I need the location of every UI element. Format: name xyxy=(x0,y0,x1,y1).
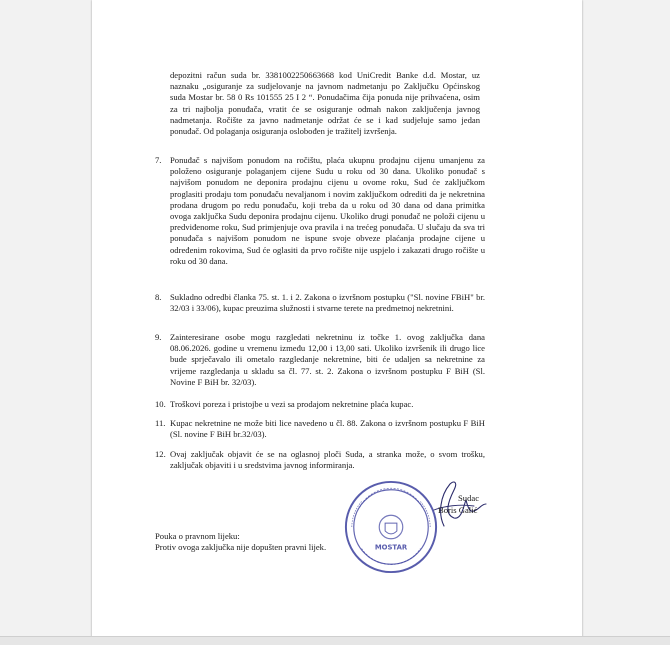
item-text: Kupac nekretnine ne može biti lice navedeno u čl. 88. Zakona o izvršnom postupku F BiH (Sl. novine F BiH br.32/03). xyxy=(170,418,485,440)
judge-name: Boris Galić xyxy=(438,505,478,515)
legal-remedy-notice xyxy=(155,531,355,553)
item-text: Sukladno odredbi članka 75. st. 1. i 2. Zakona o izvršnom postupku ("Sl. novine FBiH" br. 32/03 i 33/06), kupac preuzima služnosti i stvarne terete na predmetnoj nekretnini. xyxy=(170,292,485,314)
list-item xyxy=(155,332,485,392)
judge-title: Sudac xyxy=(458,493,480,503)
handwritten-signature xyxy=(414,474,494,534)
item-number: 8. xyxy=(155,292,162,302)
item-text: Zainteresirane osobe mogu razgledati nekretninu iz točke 1. ovog zaključka dana 08.06.2026. godine u vremenu između 12,00 i 13,00 sati. Ukoliko izvršenik ili drugo lice bude sprječavalo ili ometalo razgledanje nekretnine, biti će udaljen sa nekretnine za vrijeme razgledanja u skladu sa čl. 77. st. 2. Zakona o izvršnom postupku F BiH (Sl. Novine F BiH br. 32/03). xyxy=(170,332,485,387)
item-number: 12. xyxy=(155,449,166,459)
list-item xyxy=(155,399,485,411)
item-text: Ponuđač s najvišom ponudom na ročištu, plaća ukupnu prodajnu cijenu umanjenu za položeno osiguranje polaganjem cijene Sudu u roku od 30 dana. Ukoliko ponuđač s najvišom ponudom ne deponira prodajnu cijenu u ovome roku, Sud će zaključkom proglasiti prodaju tom ponuđaču nevaljanom i novim zaključkom odrediti da je nekretnina prodana drugom po redu ponuđaču, koji treba da u roku od 30 dana od dana primitka ovoga zaključka Sudu deponira prodajnu cijenu. Ukoliko drugi ponuđač ne položi cijenu u predviđenome roku, Sud primjenjuje ova pravila i na trećeg ponuđača. U slučaju da sva tri ponuđača s najvišom ponudom ne ispune svoje obveze plaćanja prodajne cijene u određenim rokovima, Sud će oglasiti da prvo ročište nije uspjelo i zakazati drugo ročište u roku od 30 dana. xyxy=(170,155,485,266)
list-item xyxy=(155,155,485,283)
item-text: Troškovi poreza i pristojbe u vezi sa prodajom nekretnine plaća kupac. xyxy=(170,399,414,409)
intro-paragraph: depozitni račun suda br. 3381002250663668 kod UniCredit Banke d.d. Mostar, uz naznaku „osiguranje za sudjelovanje na javnom nadmetanju po Zaključku Općinskog suda Mostar br. 58 0 Rs 101555 25 I 2 “. Ponudačima čija ponuda nije prihvaćena, osim za tri najbolja ponuđača, vratit će se osiguranje odmah nakon zaključenja javnog nadmetanja. Ročište za javno nadmetanje održat će se i kad sudjeluje samo jedan ponuđač. Od polaganja osiguranja oslobođen je tražitelj izvršenja. xyxy=(170,70,480,137)
item-number: 9. xyxy=(155,332,162,342)
list-item xyxy=(155,292,485,326)
stamp-text: MOSTAR xyxy=(374,543,408,552)
item-number: 10. xyxy=(155,399,166,409)
item-text: Ovaj zaključak objavit će se na oglasnoj ploči Suda, a stranka može, o svom trošku, zaključak objaviti i u sredstvima javnog informiranja. xyxy=(170,449,485,471)
list-item xyxy=(155,418,485,442)
legal-remedy-heading: Pouka o pravnom lijeku: xyxy=(155,531,240,541)
item-number: 11. xyxy=(155,418,166,428)
item-number: 7. xyxy=(155,155,162,165)
legal-remedy-text: Protiv ovoga zaključka nije dopušten pravni lijek. xyxy=(155,542,327,553)
